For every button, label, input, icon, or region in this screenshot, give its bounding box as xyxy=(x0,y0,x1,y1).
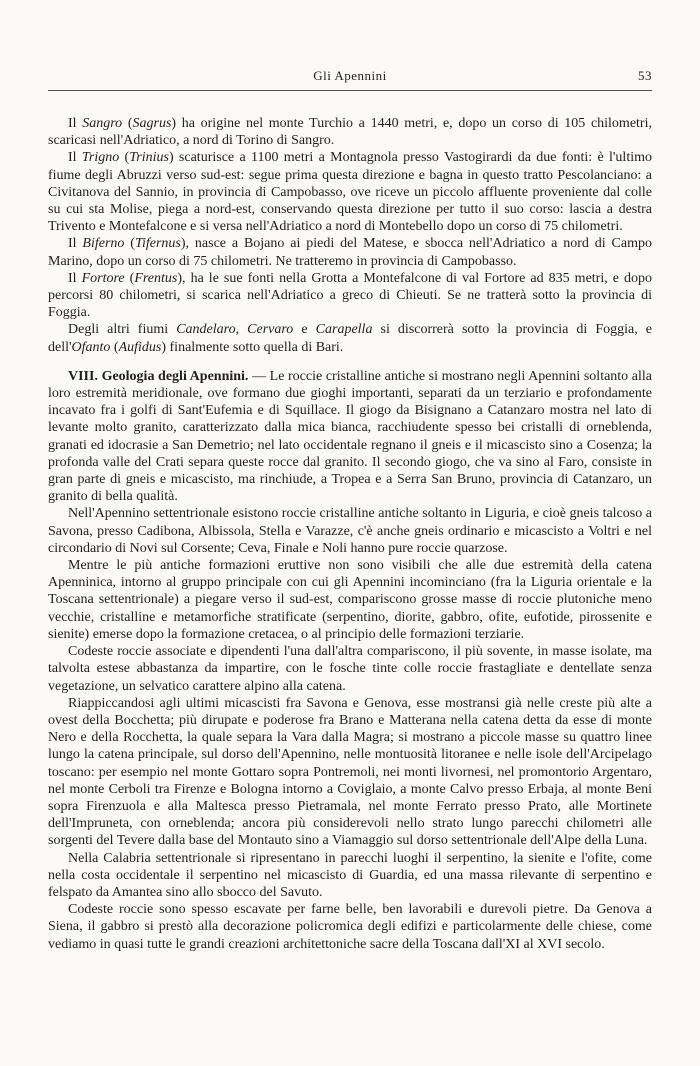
text-run: , xyxy=(235,322,248,338)
section-heading: VIII. Geologia degli Apennini. xyxy=(68,368,249,384)
text-run: ( xyxy=(110,339,119,355)
text-run: ) ha origine nel monte Turchio a 1440 metri, e, dopo un corso di 105 chilometri, scaricasi nell'Adriatico, a nord di Torino di Sangro. xyxy=(48,116,652,149)
italic-term: Trigno xyxy=(81,150,120,166)
paragraph xyxy=(48,368,652,506)
italic-term: Carapella xyxy=(315,322,373,338)
text-run: Codeste roccie sono spesso escavate per farne belle, ben lavorabili e durevoli pietre. Da Genova a Siena, il gabbro si prestò alla decorazione policromica degli edifizi e particolarmente delle chiese, come vediamo in quasi tutte le grandi creazioni architettoniche sacre della Toscana dall'XI al XVI secolo. xyxy=(48,902,652,952)
paragraph xyxy=(48,850,652,902)
italic-term: Frentus xyxy=(134,270,178,286)
paragraph xyxy=(48,235,652,269)
italic-term: Tifernus xyxy=(134,236,181,252)
paragraph xyxy=(48,901,652,953)
italic-term: Aufidus xyxy=(118,339,162,355)
text-run: ( xyxy=(124,236,135,252)
text-run: — Le roccie cristalline antiche si mostrano negli Apennini soltanto alla loro estremità meridionale, ove formano due gioghi importanti, separati da un terziario e profondamente incavato fra i golfi di Sant'Eufemia e di Squillace. Il giogo da Bisignano a Catanzaro mostra nel lato di levante molto granito, caratterizzato dalla mica bianca, racchiudente spesso bei cristalli di orneblenda, granati ed idocrasie a San Demetrio; nel lato occidentale regnano il gneis e il micascisto sino a Cosenza; la profonda valle del Crati separa queste rocce dal granito. Il secondo giogo, che va sino al Faro, consiste in gran parte di gneis e micascisto, ma rinchiude, a Tropea e a Serra San Bruno, provincia di Catanzaro, un granito di bella qualità. xyxy=(48,368,652,505)
text-run: Il xyxy=(68,150,82,166)
text-run: Nella Calabria settentrionale si ripresentano in parecchi luoghi il serpentino, la sienite e l'ofite, come nella costa occidentale il serpentino nel micascisto di Guardia, ed una massa rilevante di serpentino e felspato da Amantea sino allo sbocco del Savuto. xyxy=(48,850,652,900)
body-text xyxy=(48,115,652,953)
running-title: Gli Apennini xyxy=(313,68,387,83)
paragraph xyxy=(48,557,652,643)
text-run: ( xyxy=(119,150,130,166)
text-run: Il xyxy=(68,236,83,252)
running-header xyxy=(48,66,652,91)
text-run: Mentre le più antiche formazioni eruttive non sono visibili che alle due estremità della catena Apenninica, intorno al gruppo principale con cui gli Apennini incominciano (fra la Liguria orientale e la Toscana settentrionale) a piegare verso il sud-est, compariscono grosse masse di roccie plutoniche meno vecchie, cristalline e metamorfiche stratificate (serpentino, diorite, gabbro, ofite, eufotide, pirossenite e sienite) emerse dopo la formazione cretacea, o al principio delle formazioni terziarie. xyxy=(48,558,652,642)
paragraph xyxy=(48,643,652,695)
page-number: 53 xyxy=(638,68,652,83)
italic-term: Cervaro xyxy=(247,322,294,338)
text-run: ), nasce a Bojano ai piedi del Matese, e sbocca nell'Adriatico a nord di Campo Marino, dopo un corso di 75 chilometri. Ne tratteremo in provincia di Campobasso. xyxy=(48,236,652,269)
text-run: ) scaturisce a 1100 metri a Montagnola presso Vastogirardi da due fonti: è l'ultimo fiume degli Abruzzi verso sud-est: segue prima questa direzione e bagna in questo tratto Pescolanciano: a Civitanova del Sannio, in provincia di Campobasso, ove riceve un piccolo affluente proveniente dal colle su cui sta Molise, piega a nord-est, conservando questa direzione per tutto il suo corso: lascia a destra Trivento e Montefalcone e si versa nell'Adriatico a nord di Montebello dopo un corso di 75 chilometri. xyxy=(48,150,652,235)
paragraph xyxy=(48,115,652,149)
text-run: Degli altri fiumi xyxy=(68,322,177,338)
text-run: Il xyxy=(68,270,82,286)
italic-term: Biferno xyxy=(82,236,125,252)
italic-term: Sagrus xyxy=(132,116,172,131)
text-run: ( xyxy=(124,270,135,286)
text-run: ), ha le sue fonti nella Grotta a Montefalcone di val Fortore ad 835 metri, e dopo percorsi 80 chilometri, si scarica nell'Adriatico a greco di Chieuti. Se ne tratterà sotto la provincia di Foggia. xyxy=(48,270,652,321)
italic-term: Ofanto xyxy=(71,339,111,355)
paragraph xyxy=(48,270,652,322)
text-run: Riappiccandosi agli ultimi micascisti fra Savona e Genova, esse mostransi già nelle creste più alte a ovest della Bocchetta; più dirupate e poderose fra Brano e Matterana nella catena detta da esse di monte Nero e della Rocchetta, la quale separa la Vara dalla Magra; si mostrano a piccole masse su quattro linee lungo la catena principale, sul dorso dell'Apennino, nelle montuosità litoranee e nelle isole dell'Arcipelago toscano: per esempio nel monte Gottaro sopra Pontremoli, nei monti livornesi, nel promontorio Argentaro, nel monte Cerboli tra Firenze e Bologna intorno a Coviglaio, a monte Calvo presso Erbaja, al monte Beni sopra Firenzuola e alla Maltesca presso Pietramala, nel monte Ferrato presso Prato, alle Mortinete dell'Impruneta, con orneblenda; ancora più considerevoli nello strato lungo parecchi chilometri alle sorgenti del Tevere dalla base del Montauto sino a Viamaggio sul dorso settentrionale dell'Alpe della Luna. xyxy=(48,695,652,849)
italic-term: Trinius xyxy=(129,150,169,166)
text-run: e xyxy=(293,322,316,338)
paragraph xyxy=(48,149,652,235)
italic-term: Sangro xyxy=(82,116,123,131)
text-run: ( xyxy=(122,116,133,131)
italic-term: Fortore xyxy=(81,270,125,286)
text-run: Il xyxy=(68,116,83,131)
text-run: ) finalmente sotto quella di Bari. xyxy=(161,339,344,355)
text-run: Nell'Apennino settentrionale esistono roccie cristalline antiche soltanto in Liguria, e cioè gneis talcoso a Savona, presso Cadibona, Albissola, Stella e Varazze, c'è anche gneis ordinario e micascisto a Voltri e nel circondario di Novi sul Corsente; Ceva, Finale e Noli hanno pure roccie quarzose. xyxy=(48,506,652,556)
paragraph xyxy=(48,505,652,557)
paragraph xyxy=(48,321,652,355)
text-run: Codeste roccie associate e dipendenti l'una dall'altra compariscono, il più sovente, in masse isolate, ma talvolta estese abbastanza da impartire, con le fosche tinte colle roccie frastagliate e dentellate senza vegetazione, un selvatico carattere alpino alla catena. xyxy=(48,644,652,694)
text-run: si discorrerà sotto la provincia di Foggia, e dell' xyxy=(48,322,653,355)
paragraph xyxy=(48,695,652,850)
italic-term: Candelaro xyxy=(176,322,236,338)
